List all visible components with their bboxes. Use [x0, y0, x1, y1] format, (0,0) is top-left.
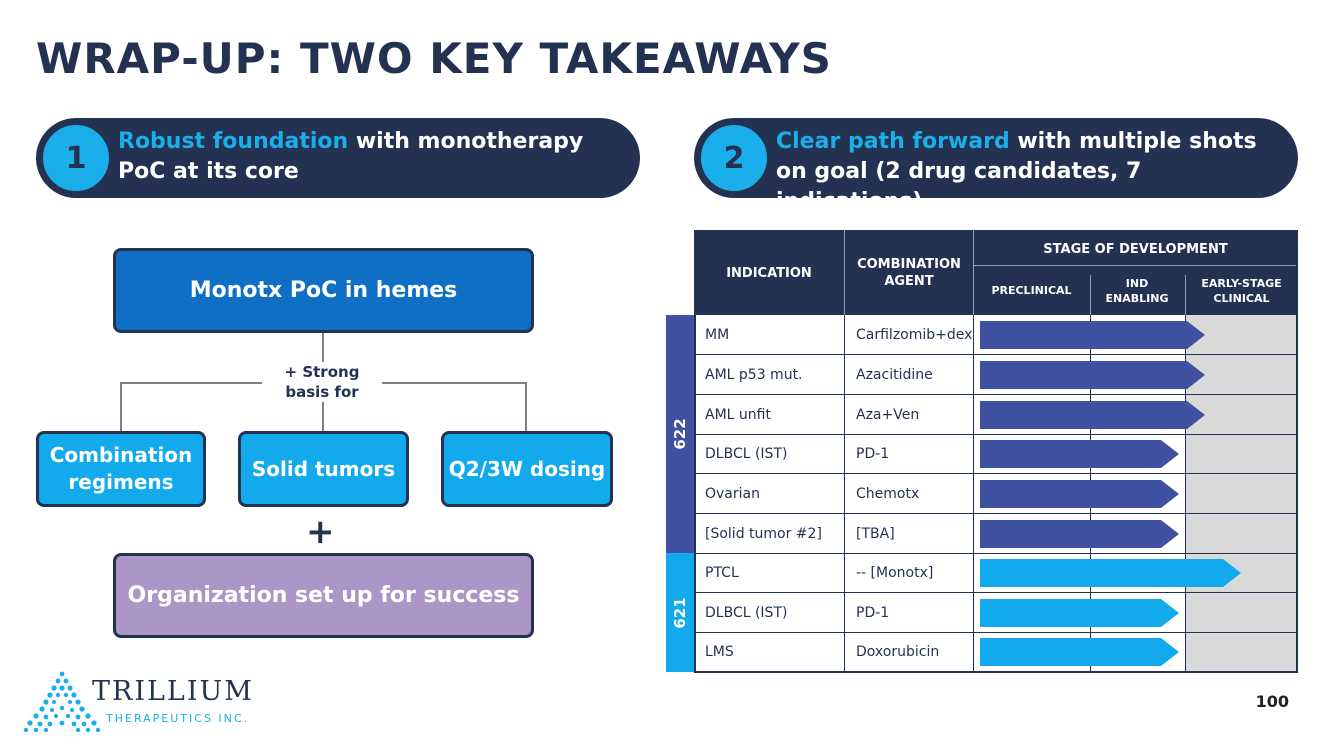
agent-cell: Azacitidine — [845, 355, 974, 395]
solid-tumors-box: Solid tumors — [238, 431, 409, 507]
agent-cell: Carfilzomib+dex — [845, 315, 974, 355]
takeaway-1-highlight: Robust foundation — [118, 129, 349, 154]
indication-cell: LMS — [694, 632, 845, 672]
takeaway-2-number: 2 — [698, 122, 770, 194]
drug-label-622: 622 — [666, 315, 694, 553]
brand-name: TRILLIUM — [92, 676, 254, 707]
table-outline — [694, 230, 1298, 673]
agent-cell: [TBA] — [845, 514, 974, 554]
takeaway-1-banner — [36, 118, 640, 198]
takeaway-1-rest: with monotherapy PoC at its core — [118, 129, 584, 184]
takeaway-2-banner — [694, 118, 1298, 214]
plus-sign: + — [306, 512, 335, 552]
agent-cell: PD-1 — [845, 434, 974, 474]
agent-cell: Doxorubicin — [845, 632, 974, 672]
takeaway-2-highlight: Clear path forward — [776, 129, 1010, 154]
brand-subtitle: THERAPEUTICS INC. — [106, 712, 250, 725]
combination-regimens-box: Combination regimens — [36, 431, 206, 507]
indication-cell: AML p53 mut. — [694, 355, 845, 395]
header-early-stage-clinical: EARLY-STAGE CLINICAL — [1201, 277, 1282, 305]
indication-cell: DLBCL (IST) — [694, 593, 845, 633]
connector-line — [120, 382, 122, 432]
header-preclinical: PRECLINICAL — [991, 284, 1072, 297]
takeaway-2-rest: with multiple shots on goal (2 drug candidates, 7 indications) — [776, 129, 1257, 214]
q23w-dosing-box: Q2/3W dosing — [441, 431, 613, 507]
agent-cell: Aza+Ven — [845, 395, 974, 435]
page-title: WRAP-UP: TWO KEY TAKEAWAYS — [36, 34, 832, 83]
organization-box: Organization set up for success — [113, 553, 534, 638]
page-number: 100 — [1255, 692, 1289, 711]
monotx-box: Monotx PoC in hemes — [113, 248, 534, 333]
header-indication: INDICATION — [726, 266, 812, 281]
agent-cell: PD-1 — [845, 593, 974, 633]
header-stage: STAGE OF DEVELOPMENT — [1043, 242, 1228, 257]
indication-cell: PTCL — [694, 553, 845, 593]
indication-cell: Ovarian — [694, 474, 845, 514]
takeaway-1-number: 1 — [40, 122, 112, 194]
drug-label-621: 621 — [666, 553, 694, 672]
header-combination-agent: COMBINATION AGENT — [857, 257, 961, 289]
header-ind-enabling: IND ENABLING — [1105, 277, 1169, 305]
agent-cell: Chemotx — [845, 474, 974, 514]
takeaway-1-text — [118, 127, 622, 187]
indication-cell: AML unfit — [694, 395, 845, 435]
connector-line — [525, 382, 527, 432]
indication-cell: [Solid tumor #2] — [694, 514, 845, 554]
trillium-logo-icon — [22, 670, 102, 734]
takeaway-2-text — [776, 127, 1280, 217]
indication-cell: DLBCL (IST) — [694, 434, 845, 474]
agent-cell: -- [Monotx] — [845, 553, 974, 593]
strong-basis-label: + Strong basis for — [262, 362, 382, 402]
indication-cell: MM — [694, 315, 845, 355]
